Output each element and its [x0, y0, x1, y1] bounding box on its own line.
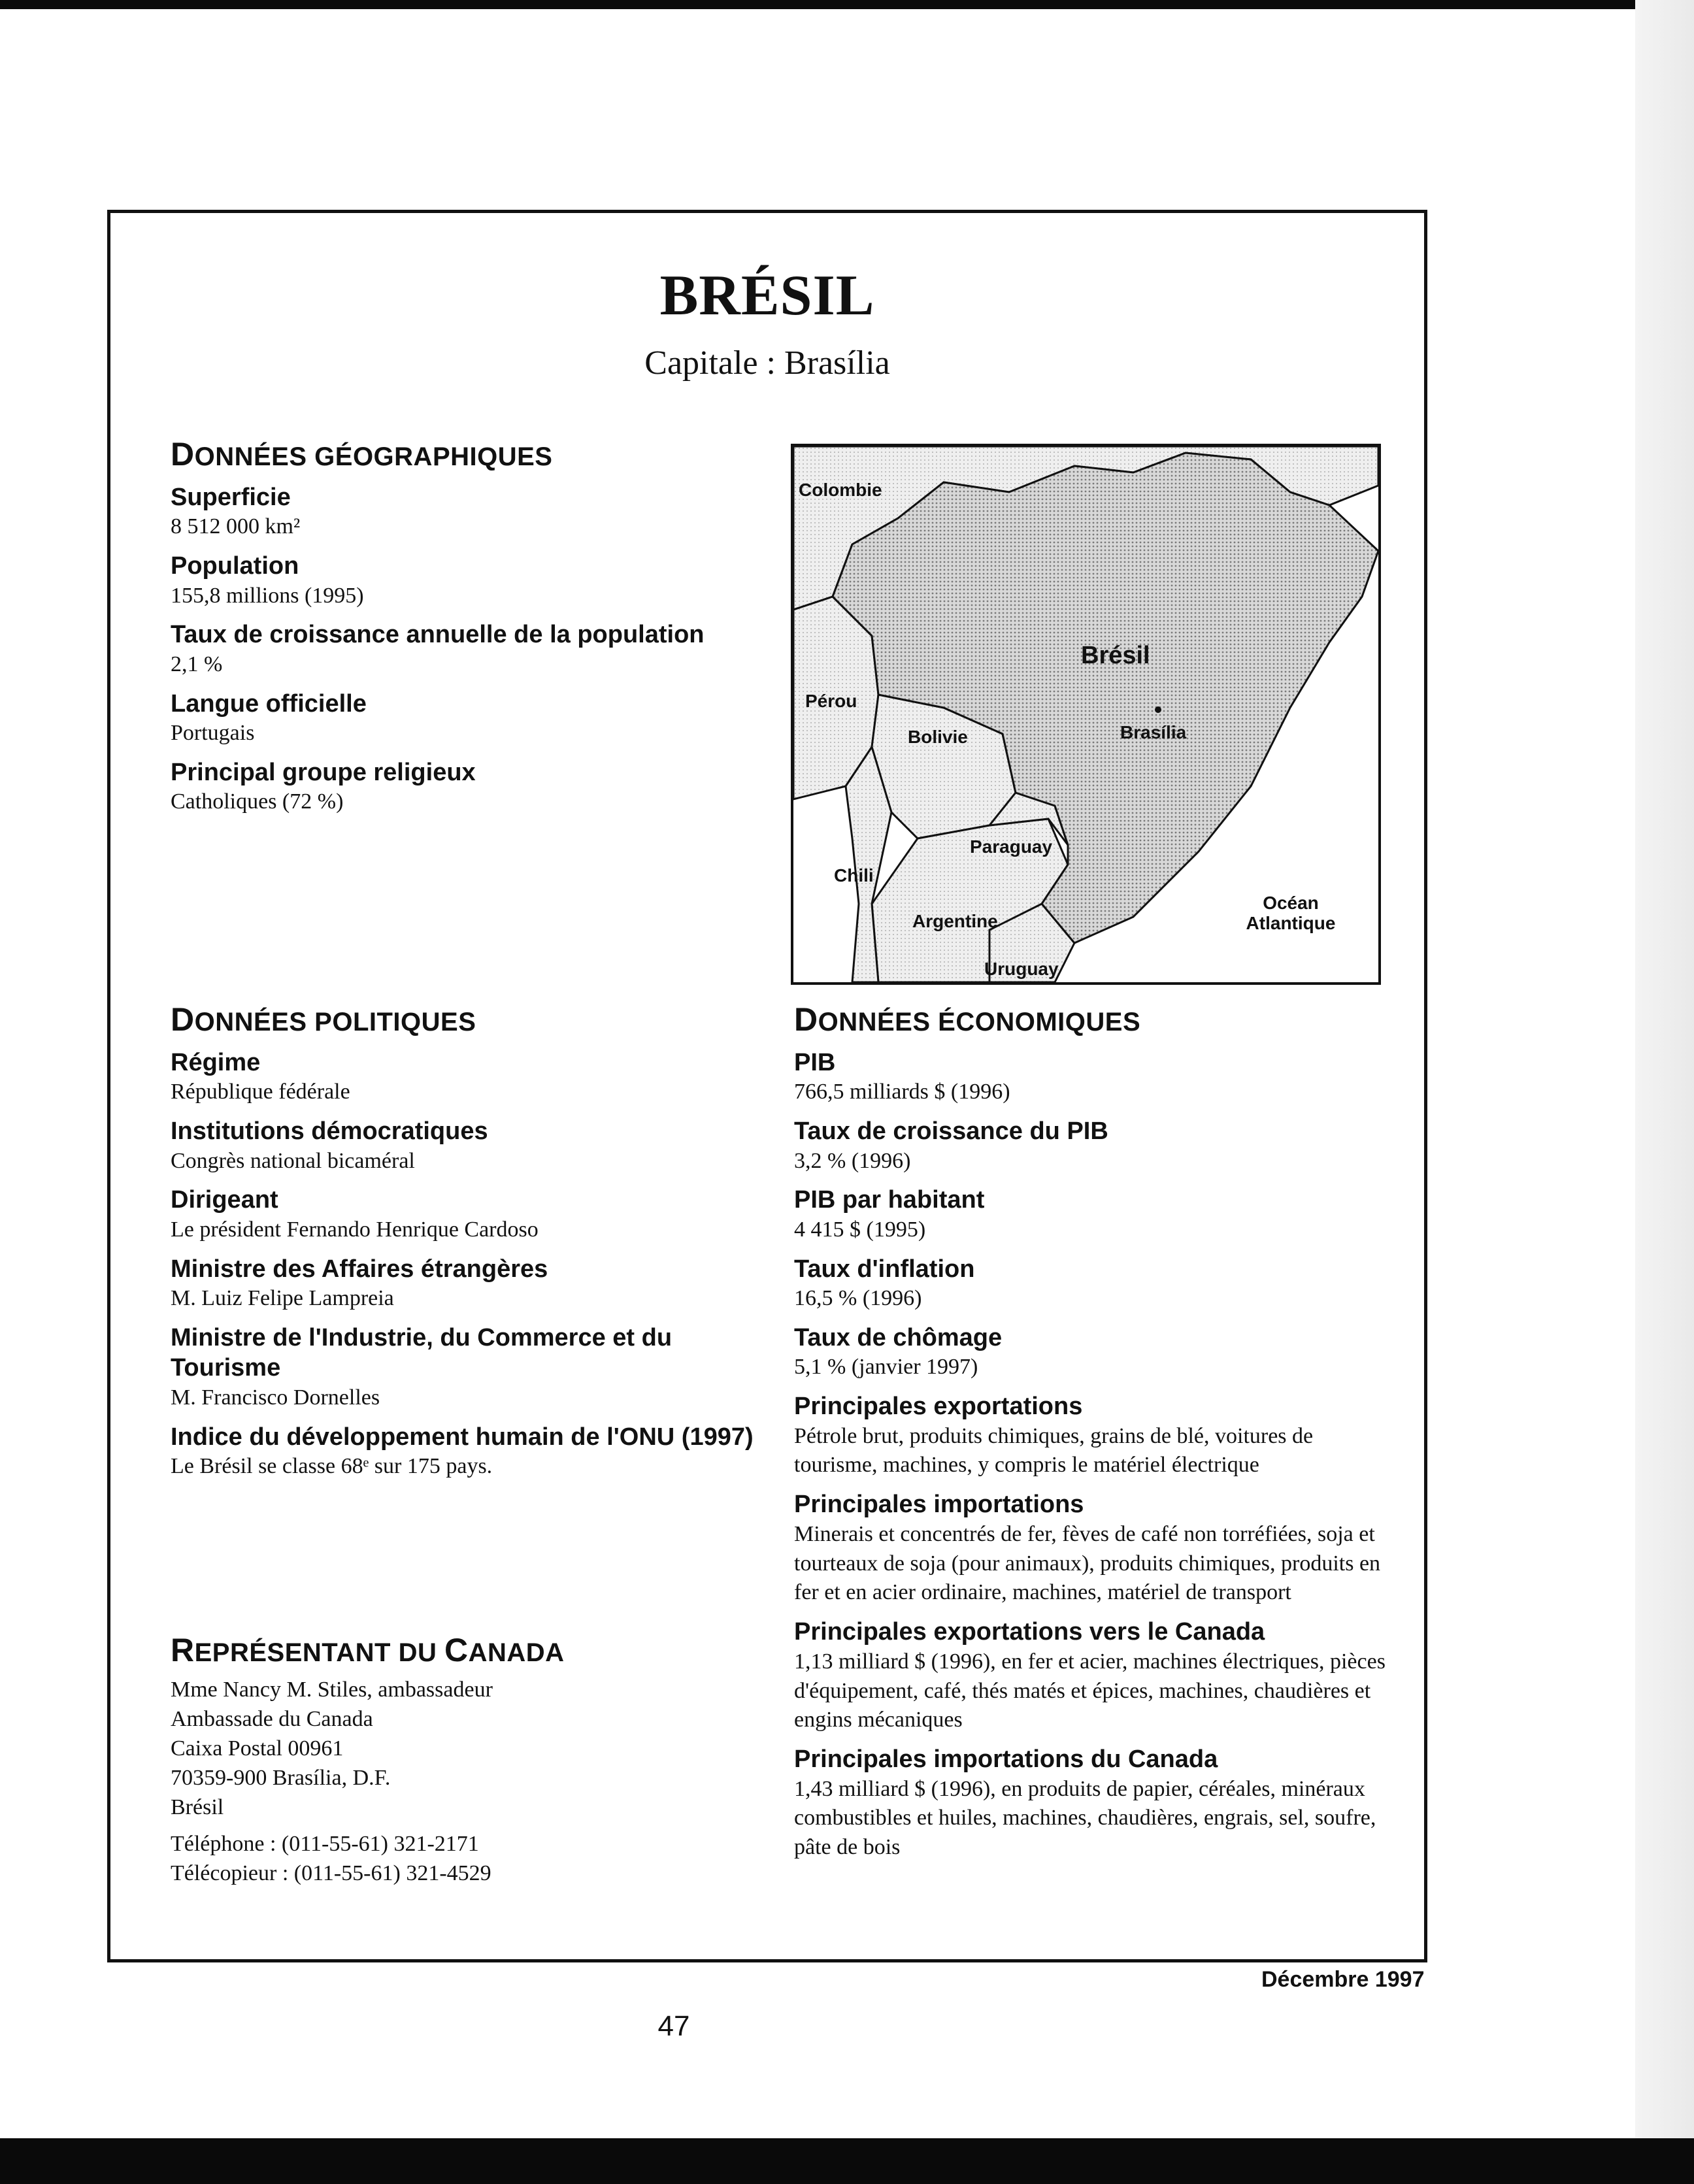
eco-field — [794, 1116, 1395, 1176]
field-label: Taux de croissance du PIB — [794, 1117, 1108, 1146]
field-value: 766,5 milliards $ (1996) — [794, 1080, 1010, 1104]
rep-line: Mme Nancy M. Stiles, ambassadeur — [171, 1678, 493, 1702]
field-label: Principales importations — [794, 1491, 1084, 1519]
geo-field — [171, 757, 759, 817]
representative-title: REPRÉSENTANT DU CANADA — [171, 1632, 565, 1668]
field-label: Superficie — [171, 484, 291, 511]
field-label: Principales exportations vers le Canada — [794, 1618, 1265, 1646]
field-value: Le Brésil se classe 68ᵉ sur 175 pays. — [171, 1453, 493, 1478]
rep-fax: Télécopieur : (011-55-61) 321-4529 — [171, 1861, 491, 1886]
political-title: DONNÉES POLITIQUES — [171, 1001, 476, 1038]
scan-edge-bottom — [0, 2138, 1694, 2184]
field-label: Ministre de l'Industrie, du Commerce et du Tourisme — [171, 1323, 673, 1382]
pol-field — [171, 1422, 759, 1481]
map-label-perou: Pérou — [805, 691, 857, 711]
map-label-paraguay: Paraguay — [970, 836, 1053, 857]
field-value: Portugais — [171, 721, 255, 746]
eco-field — [794, 1617, 1395, 1735]
economic-section — [794, 1001, 1395, 1862]
page-number: 47 — [657, 2010, 690, 2042]
pol-field — [171, 1048, 759, 1107]
field-label: Principales importations du Canada — [794, 1746, 1218, 1774]
pol-field — [171, 1116, 759, 1176]
brazil-map — [791, 444, 1381, 985]
geo-field — [171, 620, 759, 679]
pol-field — [171, 1254, 759, 1314]
map-label-bresil: Brésil — [1081, 642, 1150, 669]
field-label: PIB — [794, 1049, 836, 1076]
geo-field — [171, 482, 759, 542]
pol-field — [171, 1185, 759, 1244]
field-value: 2,1 % — [171, 652, 223, 676]
field-value: 1,13 milliard $ (1996), en fer et acier, machines électriques, pièces d'équipement, café, thés matés et épices, machines, chaudières et engins mécaniques — [794, 1649, 1386, 1732]
capital-line: Capitale : Brasília — [644, 344, 890, 382]
map-label-uruguay: Uruguay — [984, 959, 1059, 979]
geo-field — [171, 689, 759, 748]
field-label: Institutions démocratiques — [171, 1117, 488, 1146]
field-label: Dirigeant — [171, 1186, 278, 1214]
representative-section — [171, 1631, 759, 1889]
fact-sheet-frame — [107, 210, 1427, 1962]
geographic-section — [171, 435, 759, 817]
field-label: Régime — [171, 1049, 261, 1076]
field-value: Catholiques (72 %) — [171, 789, 344, 814]
eco-field — [794, 1323, 1395, 1382]
map-label-colombie: Colombie — [799, 480, 882, 500]
rep-line: Ambassade du Canada — [171, 1706, 373, 1731]
field-value: Minerais et concentrés de fer, fèves de café non torréfiées, soja et tourteaux de soja (pour animaux), produits chimiques, produits en fer et en acier ordinaire, machines, matériel de transport — [794, 1521, 1381, 1605]
map-label-bolivie: Bolivie — [908, 727, 968, 747]
scan-edge-top — [0, 0, 1694, 9]
geo-field — [171, 551, 759, 610]
field-value: M. Luiz Felipe Lampreia — [171, 1286, 394, 1311]
field-value: 155,8 millions (1995) — [171, 583, 364, 608]
pol-field — [171, 1323, 759, 1413]
map-label-brasilia: Brasília — [1120, 722, 1187, 742]
field-value: M. Francisco Dornelles — [171, 1385, 380, 1410]
rep-line: Brésil — [171, 1795, 224, 1819]
field-value: Pétrole brut, produits chimiques, grains de blé, voitures de tourisme, machines, y compris le matériel électrique — [794, 1423, 1314, 1478]
field-label: Ministre des Affaires étrangères — [171, 1255, 548, 1283]
field-label: PIB par habitant — [794, 1186, 985, 1214]
field-label: Principal groupe religieux — [171, 758, 476, 786]
field-value: Congrès national bicaméral — [171, 1148, 415, 1173]
field-value: 16,5 % (1996) — [794, 1286, 922, 1311]
field-label: Population — [171, 552, 299, 580]
eco-field — [794, 1489, 1395, 1608]
field-label: Taux de chômage — [794, 1323, 1003, 1351]
eco-field — [794, 1391, 1395, 1480]
field-value: Le président Fernando Henrique Cardoso — [171, 1217, 539, 1242]
political-section — [171, 1001, 759, 1481]
field-label: Taux d'inflation — [794, 1255, 975, 1283]
field-value: 4 415 $ (1995) — [794, 1217, 926, 1242]
capital-dot-icon — [1155, 706, 1161, 713]
map-label-argentine: Argentine — [912, 911, 998, 931]
field-label: Indice du développement humain de l'ONU (1997) — [171, 1423, 754, 1451]
economic-title: DONNÉES ÉCONOMIQUES — [794, 1001, 1141, 1038]
scan-edge-right — [1635, 0, 1694, 2184]
issue-date: Décembre 1997 — [1261, 1967, 1425, 1992]
eco-field — [794, 1185, 1395, 1244]
geographic-title: DONNÉES GÉOGRAPHIQUES — [171, 436, 553, 472]
rep-phone: Téléphone : (011-55-61) 321-2171 — [171, 1832, 479, 1857]
country-title: BRÉSIL — [659, 264, 875, 327]
map-label-ocean: Océan Atlantique — [1246, 893, 1336, 933]
field-value: 3,2 % (1996) — [794, 1148, 911, 1173]
eco-field — [794, 1254, 1395, 1314]
field-label: Taux de croissance annuelle de la population — [171, 621, 705, 649]
field-value: 8 512 000 km² — [171, 514, 301, 539]
field-value: 1,43 milliard $ (1996), en produits de papier, céréales, minéraux combustibles et huiles, machines, chaudières, engrais, sel, soufre, pâte de bois — [794, 1776, 1376, 1860]
field-label: Langue officielle — [171, 689, 367, 718]
eco-field — [794, 1744, 1395, 1862]
field-value: 5,1 % (janvier 1997) — [794, 1355, 978, 1380]
map-label-chili: Chili — [834, 865, 874, 885]
rep-line: Caixa Postal 00961 — [171, 1736, 344, 1761]
eco-field — [794, 1048, 1395, 1107]
field-label: Principales exportations — [794, 1393, 1083, 1421]
field-value: République fédérale — [171, 1080, 350, 1104]
rep-line: 70359-900 Brasília, D.F. — [171, 1765, 391, 1790]
